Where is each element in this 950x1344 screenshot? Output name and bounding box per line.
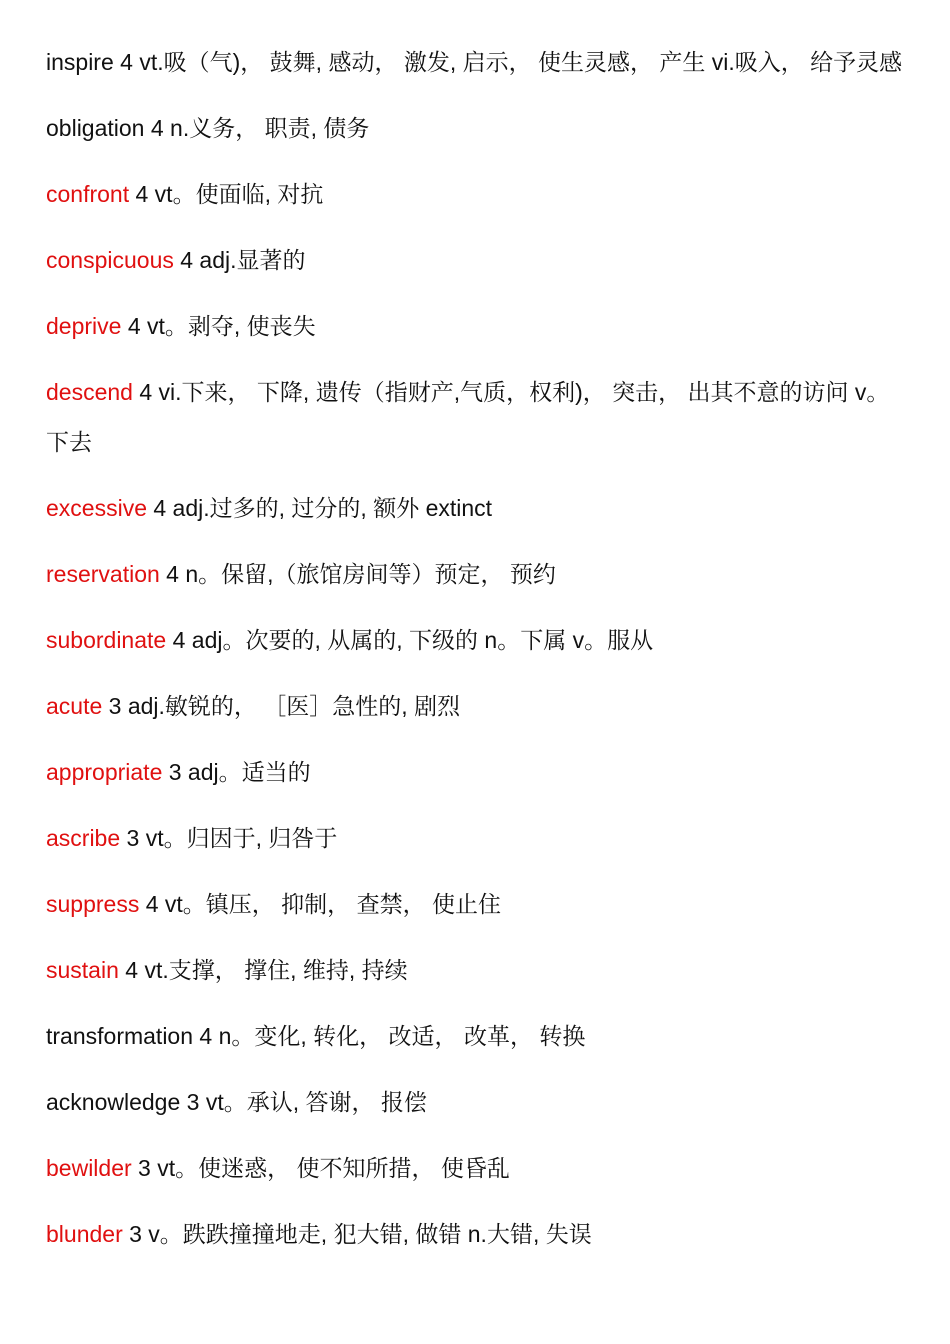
vocab-entry (46, 1143, 906, 1193)
vocab-word: suppress (46, 891, 140, 917)
vocab-definition: 4 adj.显著的 (173, 247, 306, 273)
vocab-word: transformation (46, 1023, 194, 1049)
vocab-word: acute (46, 693, 103, 719)
vocab-word: subordinate (46, 627, 167, 653)
vocab-entry (46, 945, 906, 995)
vocab-entry (46, 301, 906, 351)
vocab-definition: 4 adj。次要的, 从属的, 下级的 n。下属 v。服从 (166, 627, 654, 653)
vocab-definition: 3 v。跌跌撞撞地走, 犯大错, 做错 n.大错, 失误 (122, 1221, 592, 1247)
vocab-entry (46, 549, 906, 599)
vocab-word: deprive (46, 313, 122, 339)
vocab-word: reservation (46, 561, 160, 587)
vocab-entry (46, 747, 906, 797)
vocab-word: acknowledge (46, 1089, 181, 1115)
vocab-entry (46, 615, 906, 665)
vocab-word: blunder (46, 1221, 123, 1247)
vocab-definition: 3 vt。承认, 答谢， 报偿 (180, 1089, 427, 1115)
vocab-word: sustain (46, 957, 119, 983)
vocab-entry (46, 1011, 906, 1061)
vocab-entry (46, 813, 906, 863)
vocab-entry (46, 483, 906, 533)
vocab-definition: 4 vt。剥夺, 使丧失 (121, 313, 316, 339)
vocab-entry (46, 169, 906, 219)
vocab-definition: 4 vt。使面临, 对抗 (129, 181, 324, 207)
vocab-word: descend (46, 379, 133, 405)
vocab-word: bewilder (46, 1155, 132, 1181)
vocab-definition: 4 n。变化, 转化， 改适， 改革， 转换 (193, 1023, 586, 1049)
vocabulary-document (46, 37, 906, 1275)
vocab-word: excessive (46, 495, 147, 521)
vocab-definition: 3 adj.敏锐的， ［医］急性的, 剧烈 (102, 693, 461, 719)
vocab-word: obligation (46, 115, 145, 141)
vocab-entry (46, 879, 906, 929)
vocab-definition: 3 adj。适当的 (162, 759, 311, 785)
vocab-word: inspire (46, 49, 114, 75)
vocab-definition: 4 vi.下来， 下降, 遗传（指财产,气质，权利)， 突击， 出其不意的访问 v。下去 (46, 379, 890, 455)
vocab-definition: 4 n.义务， 职责, 债务 (144, 115, 370, 141)
vocab-entry (46, 103, 906, 153)
vocab-word: conspicuous (46, 247, 174, 273)
vocab-definition: 4 n。保留,（旅馆房间等）预定， 预约 (159, 561, 556, 587)
vocab-definition: 3 vt。使迷惑， 使不知所措， 使昏乱 (131, 1155, 510, 1181)
vocab-definition: 4 vt。镇压， 抑制， 查禁， 使止住 (139, 891, 501, 917)
vocab-word: ascribe (46, 825, 121, 851)
vocab-definition: 4 vt.支撑， 撑住, 维持, 持续 (118, 957, 408, 983)
vocab-entry (46, 1209, 906, 1259)
vocab-entry (46, 37, 906, 87)
vocab-entry (46, 681, 906, 731)
vocab-word: appropriate (46, 759, 163, 785)
vocab-definition: 3 vt。归因于, 归咎于 (120, 825, 338, 851)
vocab-entry (46, 367, 906, 467)
vocab-entry (46, 235, 906, 285)
vocab-word: confront (46, 181, 130, 207)
vocab-entry (46, 1077, 906, 1127)
vocab-definition: 4 vt.吸（气)， 鼓舞, 感动， 激发, 启示， 使生灵感， 产生 vi.吸入， 给予灵感 (113, 49, 903, 75)
vocab-definition: 4 adj.过多的, 过分的, 额外 extinct (146, 495, 493, 521)
